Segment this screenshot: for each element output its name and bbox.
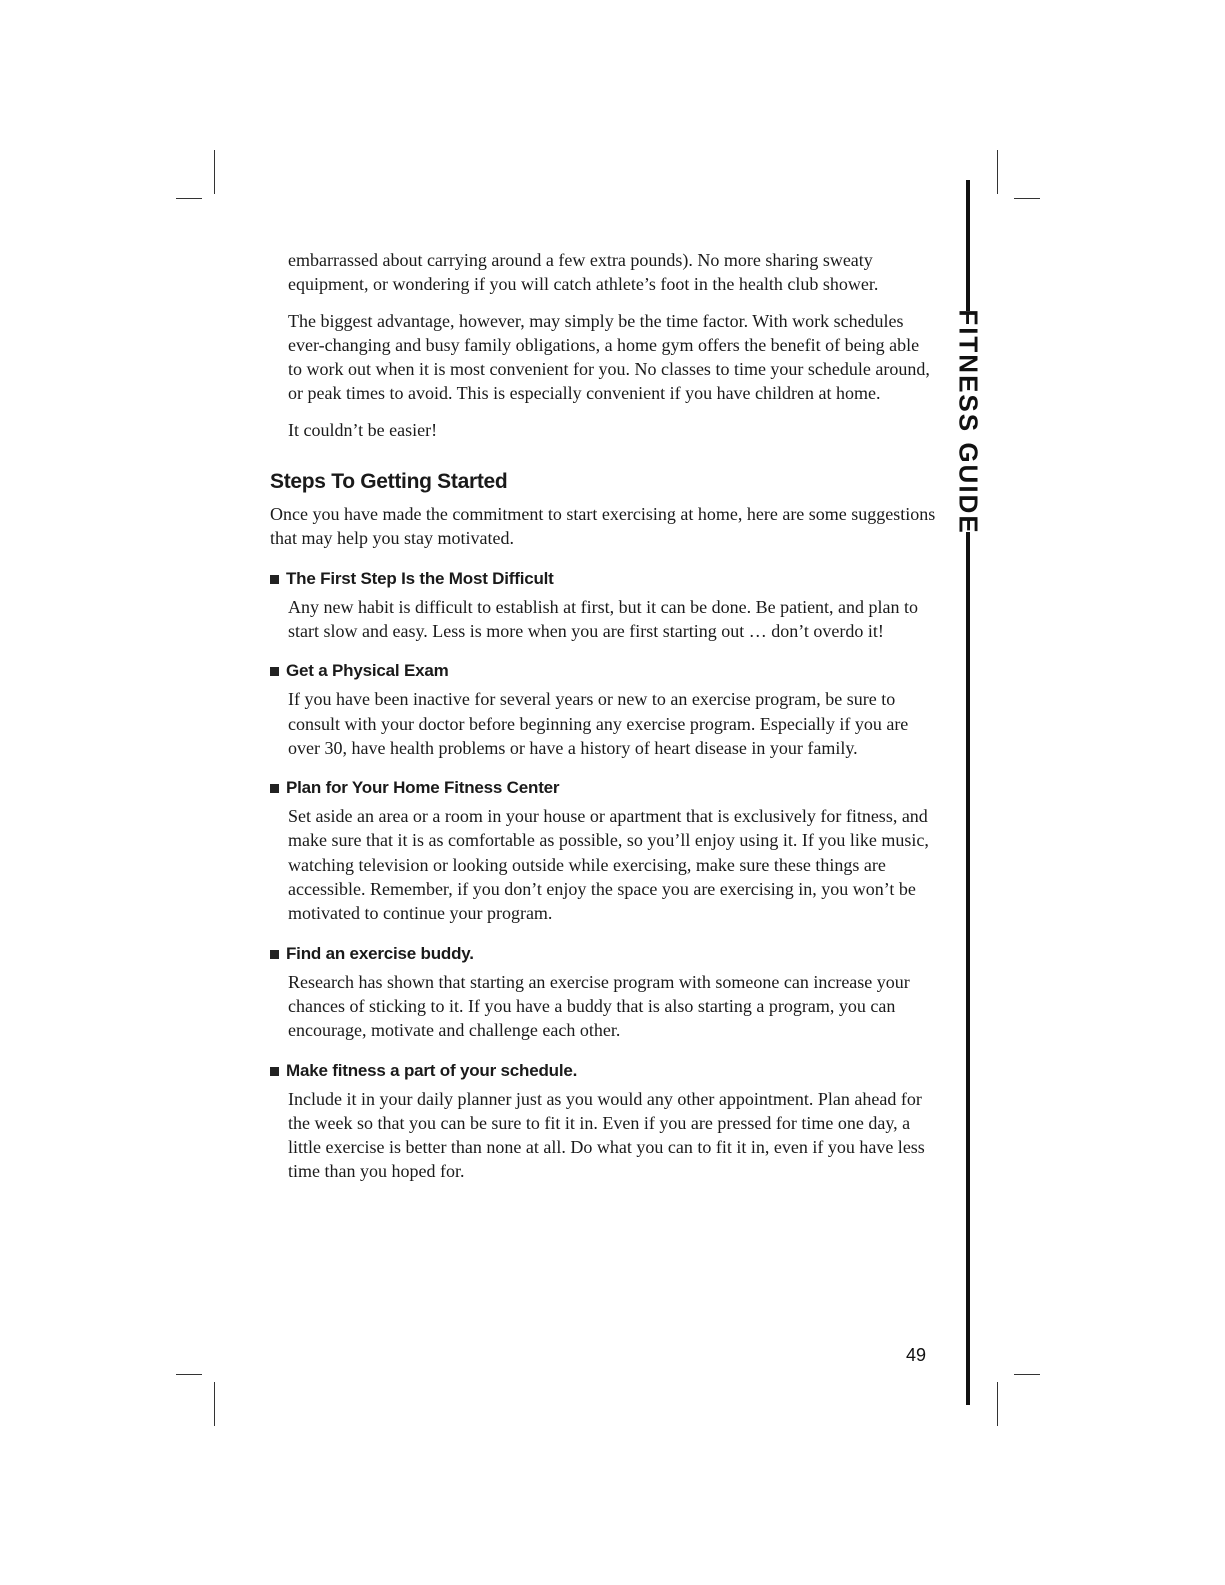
square-bullet-icon: [270, 575, 279, 584]
intro-paragraph: It couldn’t be easier!: [288, 419, 438, 440]
crop-mark: [1014, 198, 1040, 199]
crop-mark: [214, 150, 215, 194]
square-bullet-icon: [270, 784, 279, 793]
tip-title: Make fitness a part of your schedule.: [286, 1060, 578, 1080]
page-number: 49: [906, 1345, 927, 1365]
tip-heading: [270, 1061, 936, 1081]
square-bullet-icon: [270, 1067, 279, 1076]
tip-text: Research has shown that starting an exercise program with someone can increase your chances of sticking to it. If you have a buddy that is also starting a program, you can encourage, motivate and challenge each other.: [288, 971, 910, 1041]
square-bullet-icon: [270, 950, 279, 959]
side-tab-text: FITNESS GUIDE: [953, 308, 984, 535]
tip-text: Include it in your daily planner just as you would any other appointment. Plan ahead for the week so that you can be sure to fit it in. Even if you are pressed for time one day, a little exercise is better than none at all. Do what you can to fit it in, even if you have less time than you hoped for.: [288, 1088, 925, 1182]
section-heading: Steps To Getting Started: [270, 470, 508, 494]
tip-heading: [270, 569, 936, 589]
crop-mark: [176, 198, 202, 199]
crop-mark: [214, 1382, 215, 1426]
tip-title: Plan for Your Home Fitness Center: [286, 778, 560, 798]
page-content: [270, 248, 936, 1184]
crop-mark: [176, 1374, 202, 1375]
tip-heading: [270, 778, 936, 798]
crop-mark: [997, 150, 998, 194]
tip-text: Set aside an area or a room in your house or apartment that is exclusively for fitness, and make sure that it is as comfortable as possible, so you’ll enjoy using it. If you like music, watching television or looking outside while exercising, make sure these things are accessible. Remember, if you don’t enjoy the space you are exercising in, you won’t be motivated to continue your program.: [288, 806, 929, 924]
tip-title: Find an exercise buddy.: [286, 943, 474, 963]
tip-text: If you have been inactive for several years or new to an exercise program, be sure to consult with your doctor before beginning any exercise program. Especially if you are over 30, have health problems or have a history of heart disease in your family.: [288, 689, 909, 758]
tip-title: Get a Physical Exam: [286, 661, 449, 681]
tip-heading: [270, 661, 936, 681]
square-bullet-icon: [270, 667, 279, 676]
intro-paragraph: embarrassed about carrying around a few extra pounds). No more sharing sweaty equipment, or wondering if you will catch athlete’s foot in the health club shower.: [288, 250, 879, 295]
side-tab-label: [953, 308, 984, 535]
tip-heading: [270, 944, 936, 964]
intro-paragraph: The biggest advantage, however, may simply be the time factor. With work schedules ever-changing and busy family obligations, a home gym offers the benefit of being able to work out when it is most convenient for you. No classes to time your schedule around, or peak times to avoid. This is especially convenient if you have children at home.: [288, 310, 930, 404]
crop-mark: [997, 1382, 998, 1426]
crop-mark: [1014, 1374, 1040, 1375]
tip-title: The First Step Is the Most Difficult: [286, 568, 554, 588]
tip-text: Any new habit is difficult to establish at first, but it can be done. Be patient, and plan to start slow and easy. Less is more when you are first starting out … don’t overdo it!: [288, 596, 919, 641]
section-lead: Once you have made the commitment to start exercising at home, here are some suggestions that may help you stay motivated.: [270, 504, 936, 549]
